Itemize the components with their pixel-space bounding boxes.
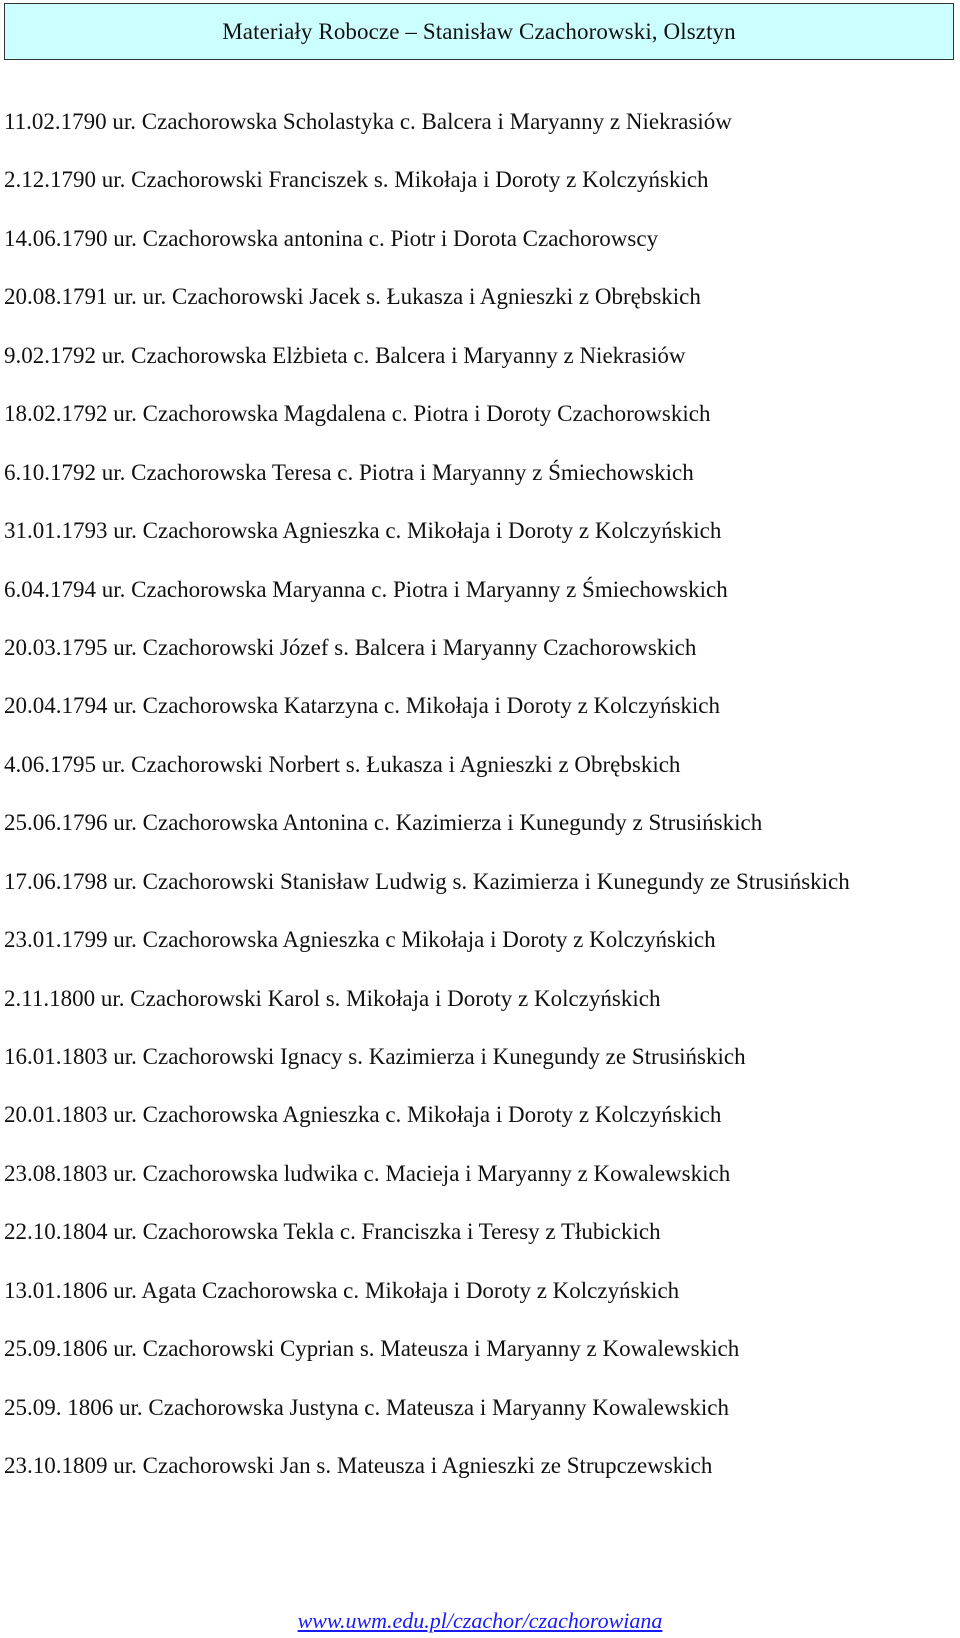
- list-item: 14.06.1790 ur. Czachorowska antonina c. Piotr i Dorota Czachorowscy: [4, 225, 659, 251]
- list-item: 18.02.1792 ur. Czachorowska Magdalena c. Piotra i Doroty Czachorowskich: [4, 401, 711, 427]
- list-item: 6.04.1794 ur. Czachorowska Maryanna c. Piotra i Maryanny z Śmiechowskich: [4, 576, 728, 602]
- list-item: 31.01.1793 ur. Czachorowska Agnieszka c. Mikołaja i Doroty z Kolczyńskich: [4, 518, 722, 544]
- list-item: 16.01.1803 ur. Czachorowski Ignacy s. Kazimierza i Kunegundy ze Strusińskich: [4, 1044, 746, 1069]
- list-item: 25.09.1806 ur. Czachorowski Cyprian s. Mateusza i Maryanny z Kowalewskich: [4, 1336, 740, 1362]
- list-item: 23.01.1799 ur. Czachorowska Agnieszka c Mikołaja i Doroty z Kolczyńskich: [4, 927, 716, 953]
- list-item: 23.10.1809 ur. Czachorowski Jan s. Mateusza i Agnieszki ze Strupczewskich: [4, 1453, 713, 1479]
- birth-record-list: [4, 105, 850, 1508]
- list-item: 2.12.1790 ur. Czachorowski Franciszek s. Mikołaja i Doroty z Kolczyńskich: [4, 167, 709, 193]
- footer-website-link[interactable]: www.uwm.edu.pl/czachor/czachorowiana: [297, 1608, 663, 1633]
- list-item: 6.10.1792 ur. Czachorowska Teresa c. Piotra i Maryanny z Śmiechowskich: [4, 459, 694, 485]
- list-item: 13.01.1806 ur. Agata Czachorowska c. Mikołaja i Doroty z Kolczyńskich: [4, 1277, 680, 1303]
- page-title: Materiały Robocze – Stanisław Czachorowski, Olsztyn: [222, 18, 736, 44]
- list-item: 9.02.1792 ur. Czachorowska Elżbieta c. Balcera i Maryanny z Niekrasiów: [4, 342, 686, 368]
- list-item: 25.06.1796 ur. Czachorowska Antonina c. Kazimierza i Kunegundy z Strusińskich: [4, 810, 763, 836]
- list-item: 2.11.1800 ur. Czachorowski Karol s. Mikołaja i Doroty z Kolczyńskich: [4, 985, 661, 1011]
- list-item: 25.09. 1806 ur. Czachorowska Justyna c. Mateusza i Maryanny Kowalewskich: [4, 1394, 729, 1420]
- list-item: 20.08.1791 ur. ur. Czachorowski Jacek s. Łukasza i Agnieszki z Obrębskich: [4, 284, 701, 310]
- list-item: 11.02.1790 ur. Czachorowska Scholastyka c. Balcera i Maryanny z Niekrasiów: [4, 109, 732, 134]
- list-item: 22.10.1804 ur. Czachorowska Tekla c. Franciszka i Teresy z Tłubickich: [4, 1219, 661, 1245]
- list-item: 17.06.1798 ur. Czachorowski Stanisław Ludwig s. Kazimierza i Kunegundy ze Strusińskich: [4, 868, 850, 894]
- header-banner: [4, 3, 954, 60]
- list-item: 20.01.1803 ur. Czachorowska Agnieszka c. Mikołaja i Doroty z Kolczyńskich: [4, 1102, 722, 1128]
- list-item: 4.06.1795 ur. Czachorowski Norbert s. Łukasza i Agnieszki z Obrębskich: [4, 751, 681, 777]
- list-item: 20.03.1795 ur. Czachorowski Józef s. Balcera i Maryanny Czachorowskich: [4, 634, 697, 660]
- list-item: 20.04.1794 ur. Czachorowska Katarzyna c. Mikołaja i Doroty z Kolczyńskich: [4, 693, 720, 719]
- list-item: 23.08.1803 ur. Czachorowska ludwika c. Macieja i Maryanny z Kowalewskich: [4, 1160, 731, 1186]
